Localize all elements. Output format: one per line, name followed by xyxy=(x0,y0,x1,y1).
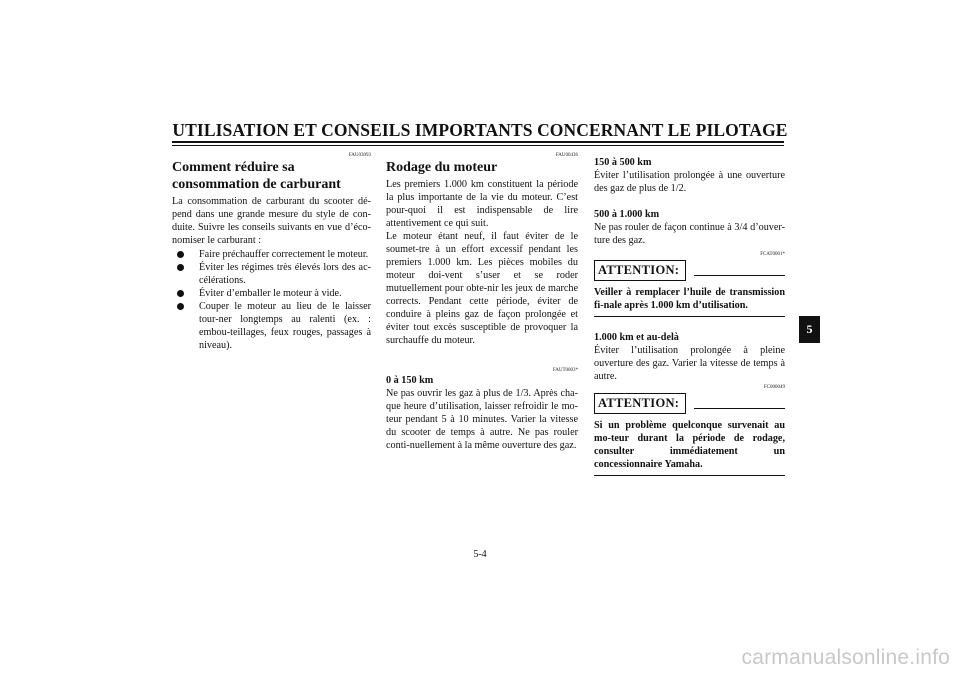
chapter-tab[interactable]: 5 xyxy=(799,316,820,343)
list-item-text: Éviter les régimes très élevés lors des ac-célérations. xyxy=(199,262,371,286)
break-in-para-2: Le moteur étant neuf, il faut éviter de le soumet-tre à un effort excessif pendant les premiers 1.000 km. Les pièces mobiles du moteur doi-vent s’user et se roder mutuellement pour obte-nir les jeux de marche corrects. Pendant cette période, éviter de conduire à pleins gaz de façon prolongée et éviter tout excès susceptible de provoquer la surchauffe du moteur. xyxy=(386,231,578,346)
section-title-break-in: Rodage du moteur xyxy=(386,160,498,175)
reference-code: FC000049 xyxy=(763,385,785,390)
list-item xyxy=(172,248,371,261)
list-item xyxy=(172,261,371,287)
subheading-500-1000: 500 à 1.000 km xyxy=(594,209,660,220)
header-rule-thin xyxy=(172,145,784,146)
reference-code: FAUT0003* xyxy=(552,368,578,373)
list-item-text: Éviter d’emballer le moteur à vide. xyxy=(199,288,342,299)
attention-header xyxy=(594,393,785,414)
fuel-tips-list xyxy=(172,248,371,352)
watermark: carmanualsonline.info xyxy=(741,646,950,669)
section-title-fuel: Comment réduire sa consommation de carburant xyxy=(172,160,341,192)
para-150-500: Éviter l’utilisation prolongée à une ouverture des gaz de plus de 1/2. xyxy=(594,170,785,194)
break-in-para-1: Les premiers 1.000 km constituent la période la plus importante de la vie du moteur. C’est pour-quoi il est indispensable de lire attentivement ce qui suit. xyxy=(386,179,578,229)
page-number: 5-4 xyxy=(473,549,487,560)
attention-text-oil: Veiller à remplacer l’huile de transmission fi-nale après 1.000 km d’utilisation. xyxy=(594,287,785,311)
list-item xyxy=(172,300,371,352)
list-item-text: Couper le moteur au lieu de le laisser tour-ner longtemps au ralenti (ex. : embou-teillages, feux rouges, passages à niveau). xyxy=(199,301,371,351)
reference-code: FCAT0001* xyxy=(760,252,785,257)
attention-rule xyxy=(694,408,785,409)
attention-label: ATTENTION: xyxy=(594,260,686,281)
subheading-0-150: 0 à 150 km xyxy=(386,375,434,386)
attention-bottom-rule xyxy=(594,475,785,476)
list-item-text: Faire préchauffer correctement le moteur. xyxy=(199,249,369,260)
reference-code: FAU00436 xyxy=(555,153,578,158)
page-header-title: UTILISATION ET CONSEILS IMPORTANTS CONCERNANT LE PILOTAGE xyxy=(172,120,788,140)
attention-rule xyxy=(694,275,785,276)
list-item xyxy=(172,287,371,300)
bullet-icon xyxy=(177,251,184,258)
subheading-1000-plus: 1.000 km et au-delà xyxy=(594,332,679,343)
para-500-1000: Ne pas rouler de façon continue à 3/4 d’ouver-ture des gaz. xyxy=(594,222,785,246)
column-fuel-economy xyxy=(172,152,371,352)
header-rule xyxy=(172,141,784,143)
attention-header xyxy=(594,260,785,281)
fuel-intro: La consommation de carburant du scooter dé-pend dans une grande mesure du style de con-duite. Suivre les conseils suivants en vue d’éco-nomiser le carburant : xyxy=(172,196,371,246)
subheading-150-500: 150 à 500 km xyxy=(594,157,652,168)
column-engine-break-in xyxy=(386,152,578,452)
bullet-icon xyxy=(177,303,184,310)
bullet-icon xyxy=(177,290,184,297)
para-0-150: Ne pas ouvrir les gaz à plus de 1/3. Après cha-que heure d’utilisation, laisser refroidir le mo-teur pendant 5 à 10 minutes. Varier la vitesse du scooter de temps à autre. Ne pas rouler conti-nuellement à la même ouverture des gaz. xyxy=(386,388,578,451)
attention-text-dealer: Si un problème quelconque survenait au mo-teur durant la période de rodage, consulter immédiatement un concessionnaire Yamaha. xyxy=(594,420,785,470)
para-1000-plus: Éviter l’utilisation prolongée à pleine ouverture des gaz. Varier la vitesse de temps à autre. xyxy=(594,345,785,382)
column-break-in-stages xyxy=(594,152,785,476)
reference-code: FAU03093 xyxy=(348,153,371,158)
attention-label: ATTENTION: xyxy=(594,393,686,414)
bullet-icon xyxy=(177,264,184,271)
